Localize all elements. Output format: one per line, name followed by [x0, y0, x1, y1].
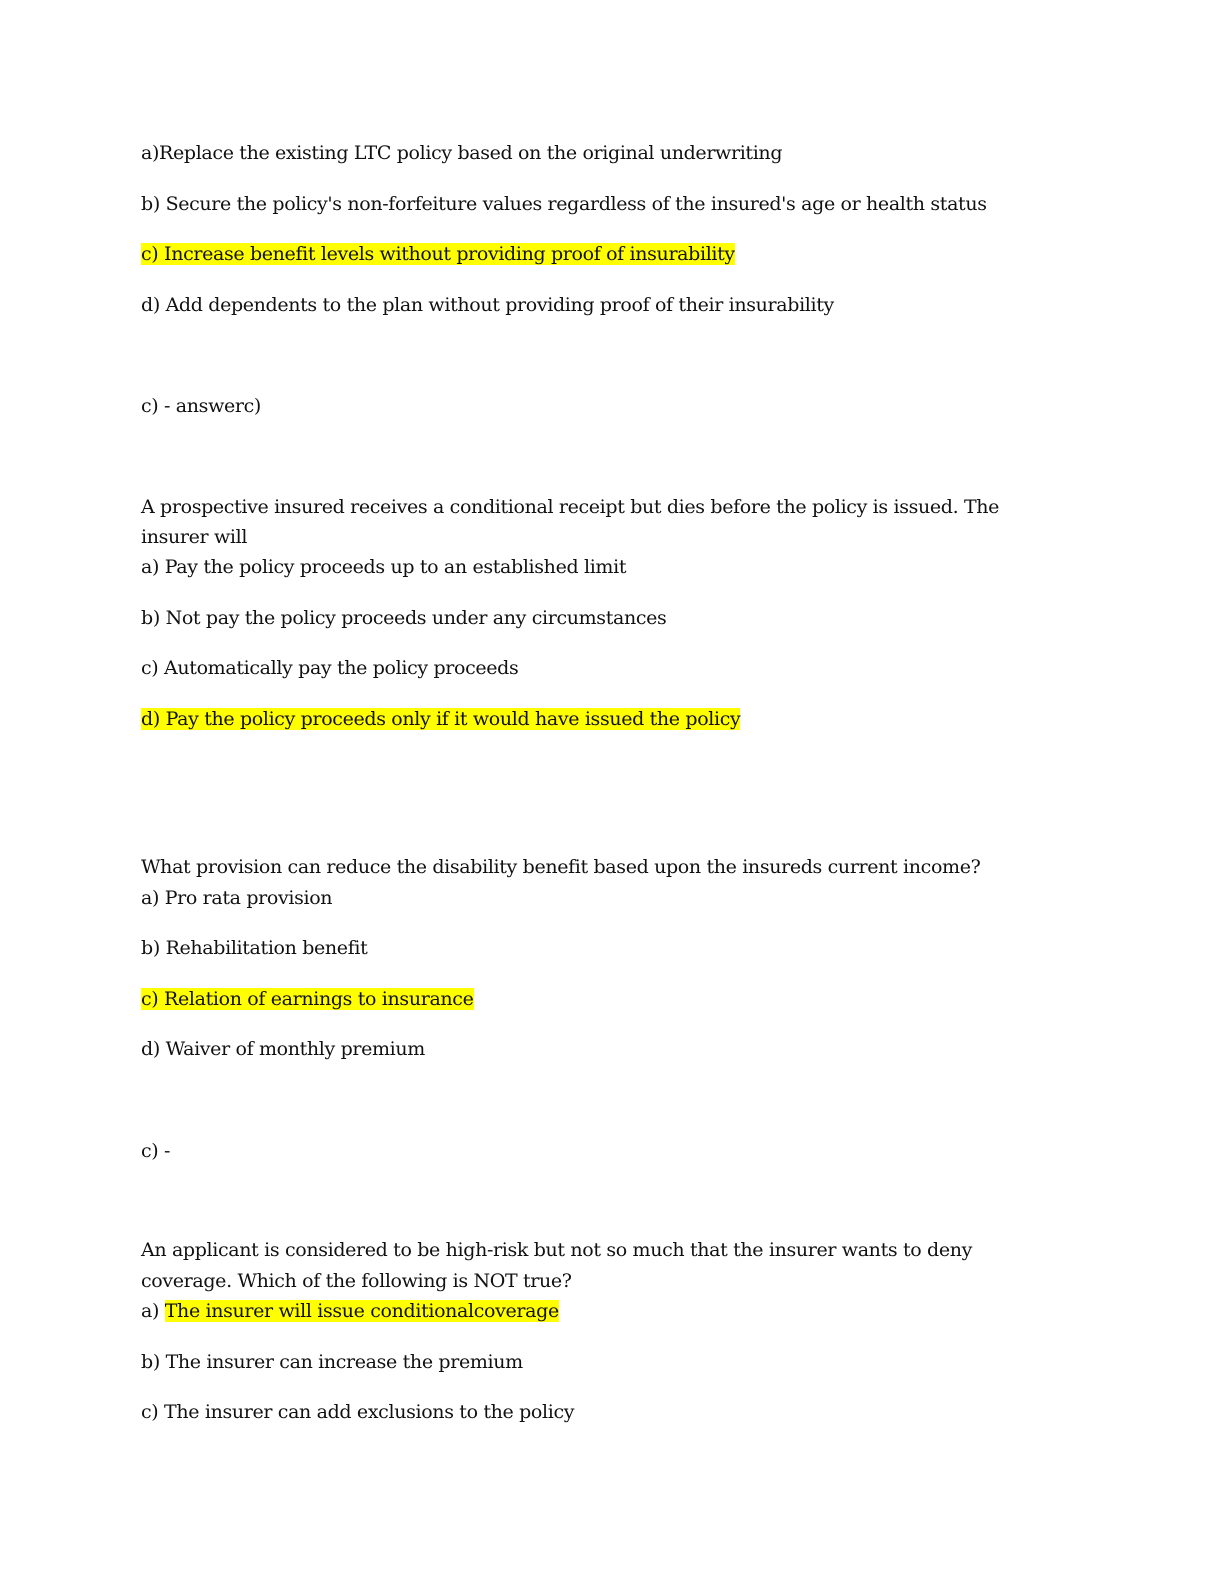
q4-option-a-prefix: a): [141, 1300, 165, 1322]
q3-option-a: a) Pro rata provision: [141, 887, 333, 909]
highlight: c) Increase benefit levels without providing proof of insurability: [141, 243, 735, 265]
q3-question: What provision can reduce the disability benefit based upon the insureds current income?: [141, 856, 981, 878]
q4-question-line-1: An applicant is considered to be high-risk but not so much that the insurer wants to deny: [141, 1239, 972, 1261]
q2-option-b: b) Not pay the policy proceeds under any circumstances: [141, 607, 667, 629]
q4-question-line-2: coverage. Which of the following is NOT true?: [141, 1270, 572, 1292]
q3-option-d: d) Waiver of monthly premium: [141, 1038, 425, 1060]
q2-option-d-highlighted: [141, 704, 740, 734]
highlight: c) Relation of earnings to insurance: [141, 988, 474, 1010]
q3-option-c-highlighted: [141, 984, 474, 1014]
q2-question-line-1: A prospective insured receives a conditional receipt but dies before the policy is issued. The: [141, 496, 1000, 518]
q3-option-b: b) Rehabilitation benefit: [141, 937, 368, 959]
q1-option-a: a)Replace the existing LTC policy based on the original underwriting: [141, 142, 783, 164]
q4-option-a: [141, 1296, 559, 1326]
q1-option-b: b) Secure the policy's non-forfeiture values regardless of the insured's age or health status: [141, 193, 987, 215]
highlight: d) Pay the policy proceeds only if it would have issued the policy: [141, 708, 741, 730]
q1-option-c-highlighted: [141, 239, 735, 269]
q2-question-line-2: insurer will: [141, 526, 248, 548]
q4-option-b: b) The insurer can increase the premium: [141, 1351, 523, 1373]
q2-option-c: c) Automatically pay the policy proceeds: [141, 657, 519, 679]
q1-option-d: d) Add dependents to the plan without providing proof of their insurability: [141, 294, 834, 316]
highlight: The insurer will issue conditionalcoverage: [164, 1300, 559, 1322]
q2-option-a: a) Pay the policy proceeds up to an established limit: [141, 556, 627, 578]
q1-answer: c) - answerc): [141, 395, 261, 417]
q4-option-c: c) The insurer can add exclusions to the policy: [141, 1401, 575, 1423]
q3-answer: c) -: [141, 1140, 171, 1162]
